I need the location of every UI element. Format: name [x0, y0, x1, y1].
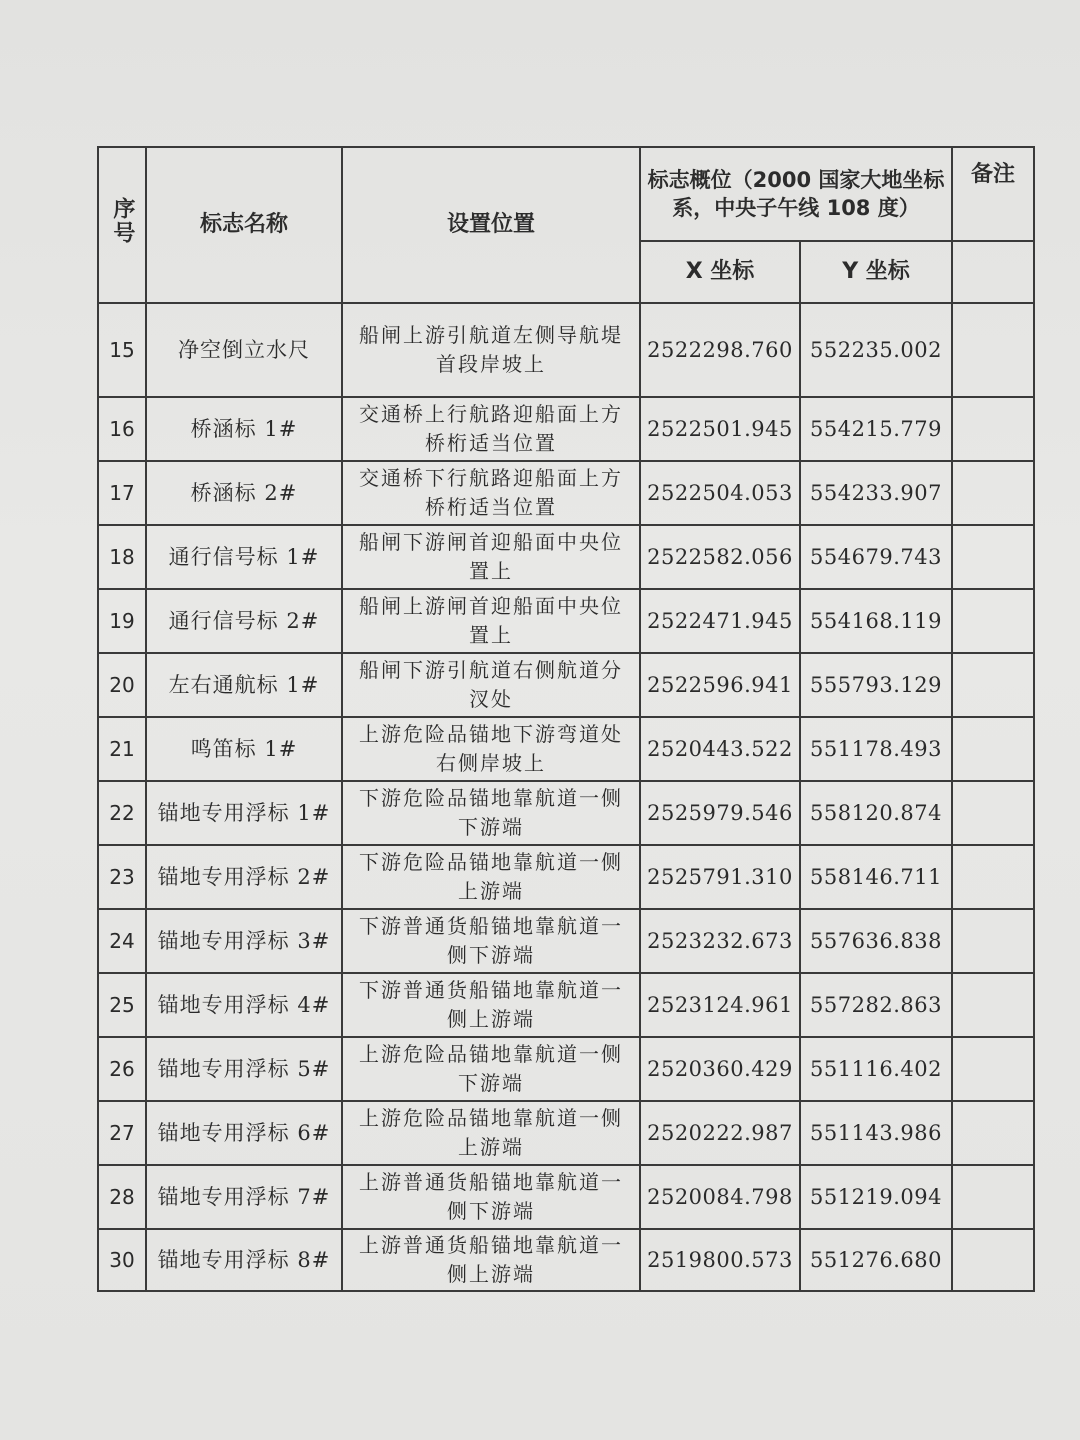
header-coordinate-title: 标志概位（2000 国家大地坐标系，中央子午线 108 度）: [640, 147, 952, 241]
row-seq: 25: [98, 973, 146, 1037]
row-sign-name: 锚地专用浮标 7#: [146, 1165, 342, 1229]
row-location: 上游危险品锚地靠航道一侧下游端: [342, 1037, 640, 1101]
row-remark: [952, 909, 1034, 973]
row-sign-name: 锚地专用浮标 1#: [146, 781, 342, 845]
row-sign-name: 锚地专用浮标 4#: [146, 973, 342, 1037]
row-location: 下游危险品锚地靠航道一侧下游端: [342, 781, 640, 845]
row-x-coordinate: 2523124.961: [640, 973, 800, 1037]
row-seq: 26: [98, 1037, 146, 1101]
row-remark: [952, 973, 1034, 1037]
row-sign-name: 鸣笛标 1#: [146, 717, 342, 781]
table-row: [98, 1101, 1034, 1165]
table-row: [98, 973, 1034, 1037]
row-remark: [952, 1165, 1034, 1229]
table-container: [97, 146, 1033, 1292]
row-sign-name: 锚地专用浮标 5#: [146, 1037, 342, 1101]
table-row: [98, 653, 1034, 717]
row-remark: [952, 525, 1034, 589]
row-x-coordinate: 2522501.945: [640, 397, 800, 461]
table-row: [98, 1165, 1034, 1229]
row-seq: 27: [98, 1101, 146, 1165]
row-remark: [952, 653, 1034, 717]
row-seq: 17: [98, 461, 146, 525]
row-x-coordinate: 2520443.522: [640, 717, 800, 781]
table-row: [98, 589, 1034, 653]
row-sign-name: 通行信号标 2#: [146, 589, 342, 653]
row-y-coordinate: 554215.779: [800, 397, 952, 461]
table-row: [98, 781, 1034, 845]
row-remark: [952, 781, 1034, 845]
row-sign-name: 左右通航标 1#: [146, 653, 342, 717]
table-row: [98, 845, 1034, 909]
row-x-coordinate: 2523232.673: [640, 909, 800, 973]
header-remark-sub: [952, 241, 1034, 303]
row-y-coordinate: 552235.002: [800, 303, 952, 397]
row-y-coordinate: 554168.119: [800, 589, 952, 653]
row-location: 船闸上游闸首迎船面中央位置上: [342, 589, 640, 653]
row-remark: [952, 717, 1034, 781]
row-location: 上游危险品锚地靠航道一侧上游端: [342, 1101, 640, 1165]
row-x-coordinate: 2522582.056: [640, 525, 800, 589]
table-row: [98, 717, 1034, 781]
row-location: 上游危险品锚地下游弯道处右侧岸坡上: [342, 717, 640, 781]
row-sign-name: 锚地专用浮标 2#: [146, 845, 342, 909]
header-x: X 坐标: [640, 241, 800, 303]
row-x-coordinate: 2520084.798: [640, 1165, 800, 1229]
row-remark: [952, 397, 1034, 461]
header-y: Y 坐标: [800, 241, 952, 303]
row-seq: 19: [98, 589, 146, 653]
table-body: [98, 303, 1034, 1291]
row-x-coordinate: 2525979.546: [640, 781, 800, 845]
row-x-coordinate: 2520222.987: [640, 1101, 800, 1165]
row-seq: 30: [98, 1229, 146, 1291]
row-remark: [952, 303, 1034, 397]
header-remark: 备注: [952, 147, 1034, 241]
row-sign-name: 通行信号标 1#: [146, 525, 342, 589]
header-seq: 序号: [98, 147, 146, 303]
row-location: 下游普通货船锚地靠航道一侧上游端: [342, 973, 640, 1037]
row-y-coordinate: 557282.863: [800, 973, 952, 1037]
row-location: 船闸下游闸首迎船面中央位置上: [342, 525, 640, 589]
row-remark: [952, 845, 1034, 909]
row-sign-name: 锚地专用浮标 8#: [146, 1229, 342, 1291]
row-x-coordinate: 2520360.429: [640, 1037, 800, 1101]
row-sign-name: 桥涵标 2#: [146, 461, 342, 525]
row-seq: 23: [98, 845, 146, 909]
row-seq: 28: [98, 1165, 146, 1229]
row-location: 船闸上游引航道左侧导航堤首段岸坡上: [342, 303, 640, 397]
row-seq: 22: [98, 781, 146, 845]
row-location: 交通桥下行航路迎船面上方桥桁适当位置: [342, 461, 640, 525]
row-location: 交通桥上行航路迎船面上方桥桁适当位置: [342, 397, 640, 461]
table-row: [98, 909, 1034, 973]
row-seq: 24: [98, 909, 146, 973]
table-row: [98, 1037, 1034, 1101]
row-sign-name: 桥涵标 1#: [146, 397, 342, 461]
row-y-coordinate: 551178.493: [800, 717, 952, 781]
row-remark: [952, 1229, 1034, 1291]
row-y-coordinate: 551276.680: [800, 1229, 952, 1291]
row-remark: [952, 1037, 1034, 1101]
row-location: 船闸下游引航道右侧航道分汊处: [342, 653, 640, 717]
row-seq: 16: [98, 397, 146, 461]
row-seq: 15: [98, 303, 146, 397]
row-seq: 21: [98, 717, 146, 781]
row-remark: [952, 1101, 1034, 1165]
row-sign-name: 净空倒立水尺: [146, 303, 342, 397]
row-x-coordinate: 2525791.310: [640, 845, 800, 909]
row-x-coordinate: 2519800.573: [640, 1229, 800, 1291]
table-header: [98, 147, 1034, 303]
header-location: 设置位置: [342, 147, 640, 303]
header-name: 标志名称: [146, 147, 342, 303]
row-seq: 18: [98, 525, 146, 589]
table-row: [98, 397, 1034, 461]
row-y-coordinate: 558146.711: [800, 845, 952, 909]
row-seq: 20: [98, 653, 146, 717]
row-remark: [952, 461, 1034, 525]
row-x-coordinate: 2522596.941: [640, 653, 800, 717]
row-remark: [952, 589, 1034, 653]
table-row: [98, 303, 1034, 397]
row-y-coordinate: 558120.874: [800, 781, 952, 845]
row-y-coordinate: 551143.986: [800, 1101, 952, 1165]
table-row: [98, 461, 1034, 525]
row-sign-name: 锚地专用浮标 6#: [146, 1101, 342, 1165]
row-x-coordinate: 2522298.760: [640, 303, 800, 397]
row-location: 上游普通货船锚地靠航道一侧上游端: [342, 1229, 640, 1291]
row-y-coordinate: 551219.094: [800, 1165, 952, 1229]
row-y-coordinate: 557636.838: [800, 909, 952, 973]
row-sign-name: 锚地专用浮标 3#: [146, 909, 342, 973]
row-y-coordinate: 554679.743: [800, 525, 952, 589]
row-location: 上游普通货船锚地靠航道一侧下游端: [342, 1165, 640, 1229]
row-location: 下游危险品锚地靠航道一侧上游端: [342, 845, 640, 909]
sign-position-table: [97, 146, 1035, 1292]
row-y-coordinate: 554233.907: [800, 461, 952, 525]
row-x-coordinate: 2522471.945: [640, 589, 800, 653]
row-location: 下游普通货船锚地靠航道一侧下游端: [342, 909, 640, 973]
row-y-coordinate: 551116.402: [800, 1037, 952, 1101]
table-row: [98, 525, 1034, 589]
row-y-coordinate: 555793.129: [800, 653, 952, 717]
row-x-coordinate: 2522504.053: [640, 461, 800, 525]
table-row: [98, 1229, 1034, 1291]
